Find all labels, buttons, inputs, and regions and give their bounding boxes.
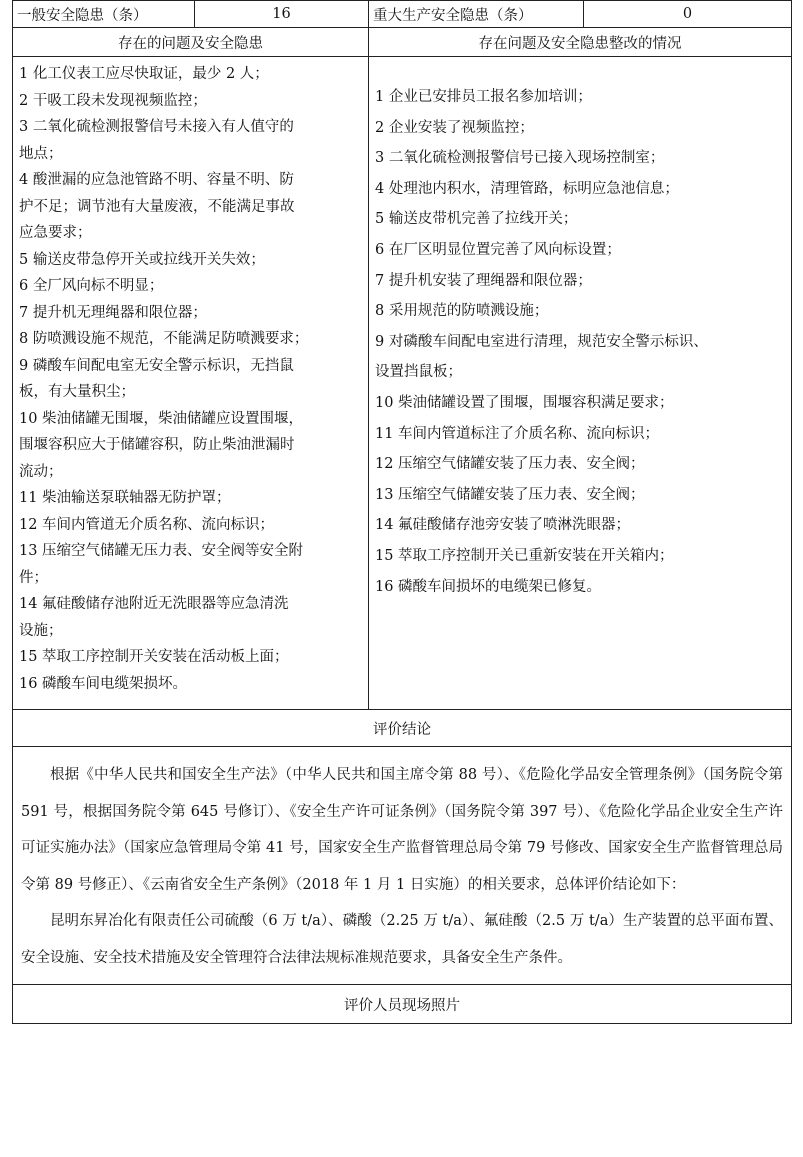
problem-line: 8 防喷溅设施不规范，不能满足防喷溅要求； (19, 331, 309, 347)
photos-title: 评价人员现场照片 (13, 985, 792, 1024)
rectification-line: 14 氟硅酸储存池旁安装了喷淋洗眼器； (375, 517, 631, 534)
rectification-line: 1 企业已安排员工报名参加培训； (375, 89, 592, 105)
problems-cell (13, 57, 369, 710)
problem-line: 9 磷酸车间配电室无安全警示标识，无挡鼠 (19, 357, 294, 374)
rectification-line: 9 对磷酸车间配电室进行清理，规范安全警示标识、 (375, 333, 708, 350)
conclusion-title: 评价结论 (13, 710, 792, 747)
problem-line: 围堰容积应大于储罐容积，防止柴油泄漏时 (19, 437, 295, 453)
general-hazard-label: 一般安全隐患（条） (13, 1, 195, 28)
problem-line: 10 柴油储罐无围堰，柴油储罐应设置围堰， (19, 410, 304, 427)
problem-line: 件； (19, 569, 48, 586)
problems-header: 存在的问题及安全隐患 (13, 28, 369, 57)
problem-line: 13 压缩空气储罐无压力表、安全阀等安全附 (19, 543, 304, 559)
rectification-line: 设置挡鼠板； (375, 364, 462, 381)
hazard-evaluation-table (12, 0, 792, 1024)
rectification-line: 5 输送皮带机完善了拉线开关； (375, 211, 578, 228)
rectification-list (369, 57, 791, 602)
problem-line: 地点； (19, 145, 63, 162)
major-hazard-label: 重大生产安全隐患（条） (369, 1, 584, 28)
evaluation-table-sheet (12, 0, 791, 1024)
rectification-header: 存在问题及安全隐患整改的情况 (369, 28, 792, 57)
rectification-line: 10 柴油储罐设置了围堰，围堰容积满足要求； (375, 394, 674, 411)
rectification-line: 7 提升机安装了理绳器和限位器； (375, 272, 592, 289)
problem-line: 11 柴油输送泵联轴器无防护罩； (19, 490, 231, 506)
conclusion-row (13, 747, 792, 985)
rectification-line: 3 二氧化硫检测报警信号已接入现场控制室； (375, 150, 665, 167)
rectification-line: 2 企业安装了视频监控； (375, 119, 534, 136)
problems-list (13, 57, 368, 697)
problem-line: 3 二氧化硫检测报警信号未接入有人值守的 (19, 119, 294, 135)
problem-line: 流动； (19, 463, 63, 480)
conclusion-paragraph-basis: 根据《中华人民共和国安全生产法》（中华人民共和国主席令第 88 号）、《危险化学品安全管理条例》（国务院令第 591 号，根据国务院令第 645 号修订）、《安全生产许可证条例》（国务院令第 397 号）、《危险化学品企业安全生产许可证实施办法》（国家应急管理局令第 41 号，国家安全生产监督管理总局令第 79 号修改、国家安全生产监督管理总局令第 89 号修正）、《云南省安全生产条例》（2018 年 1 月 1 日实施）的相关要求，总体评价结论如下： (21, 767, 783, 893)
rectification-line: 8 采用规范的防喷溅设施； (375, 303, 549, 320)
photos-row (13, 985, 792, 1024)
problem-line: 4 酸泄漏的应急池管路不明、容量不明、防 (19, 172, 294, 188)
problem-line: 15 萃取工序控制开关安装在活动板上面； (19, 649, 289, 665)
problem-line: 7 提升机无理绳器和限位器； (19, 304, 207, 321)
rectification-line: 12 压缩空气储罐安装了压力表、安全阀； (375, 456, 645, 473)
section-header-row (13, 28, 792, 57)
rectification-line: 15 萃取工序控制开关已重新安装在开关箱内； (375, 547, 674, 564)
problem-line: 14 氟硅酸储存池附近无洗眼器等应急清洗 (19, 596, 289, 612)
problem-line: 2 干吸工段未发现视频监控； (19, 92, 207, 109)
issues-row (13, 57, 792, 710)
major-hazard-count: 0 (584, 1, 792, 28)
rectification-line: 16 磷酸车间损坏的电缆架已修复。 (375, 578, 602, 595)
problem-line: 1 化工仪表工应尽快取证，最少 2 人； (19, 66, 269, 82)
general-hazard-count: 16 (195, 1, 369, 28)
conclusion-cell (13, 747, 792, 985)
rectification-cell (369, 57, 792, 710)
problem-line: 6 全厂风向标不明显； (19, 278, 164, 294)
rectification-line: 11 车间内管道标注了介质名称、流向标识； (375, 425, 660, 442)
hazard-count-row (13, 1, 792, 28)
problem-line: 应急要求； (19, 225, 92, 241)
conclusion-paragraph-result: 昆明东昇冶化有限责任公司硫酸（6 万 t/a）、磷酸（2.25 万 t/a）、氟硅酸（2.5 万 t/a）生产装置的总平面布置、安全设施、安全技术措施及安全管理符合法律法规标准规范要求，具备安全生产条件。 (21, 913, 783, 966)
problem-line: 护不足；调节池有大量废液，不能满足事故 (19, 198, 295, 215)
rectification-line: 13 压缩空气储罐安装了压力表、安全阀； (375, 486, 645, 503)
conclusion-title-row (13, 710, 792, 747)
problem-line: 设施； (19, 622, 63, 639)
rectification-line: 6 在厂区明显位置完善了风向标设置； (375, 241, 621, 258)
rectification-line: 4 处理池内积水，清理管路，标明应急池信息； (375, 180, 679, 197)
problem-line: 16 磷酸车间电缆架损坏。 (19, 675, 188, 692)
problem-line: 5 输送皮带急停开关或拉线开关失效； (19, 251, 265, 268)
problem-line: 12 车间内管道无介质名称、流向标识； (19, 516, 275, 533)
problem-line: 板，有大量积尘； (19, 384, 135, 400)
